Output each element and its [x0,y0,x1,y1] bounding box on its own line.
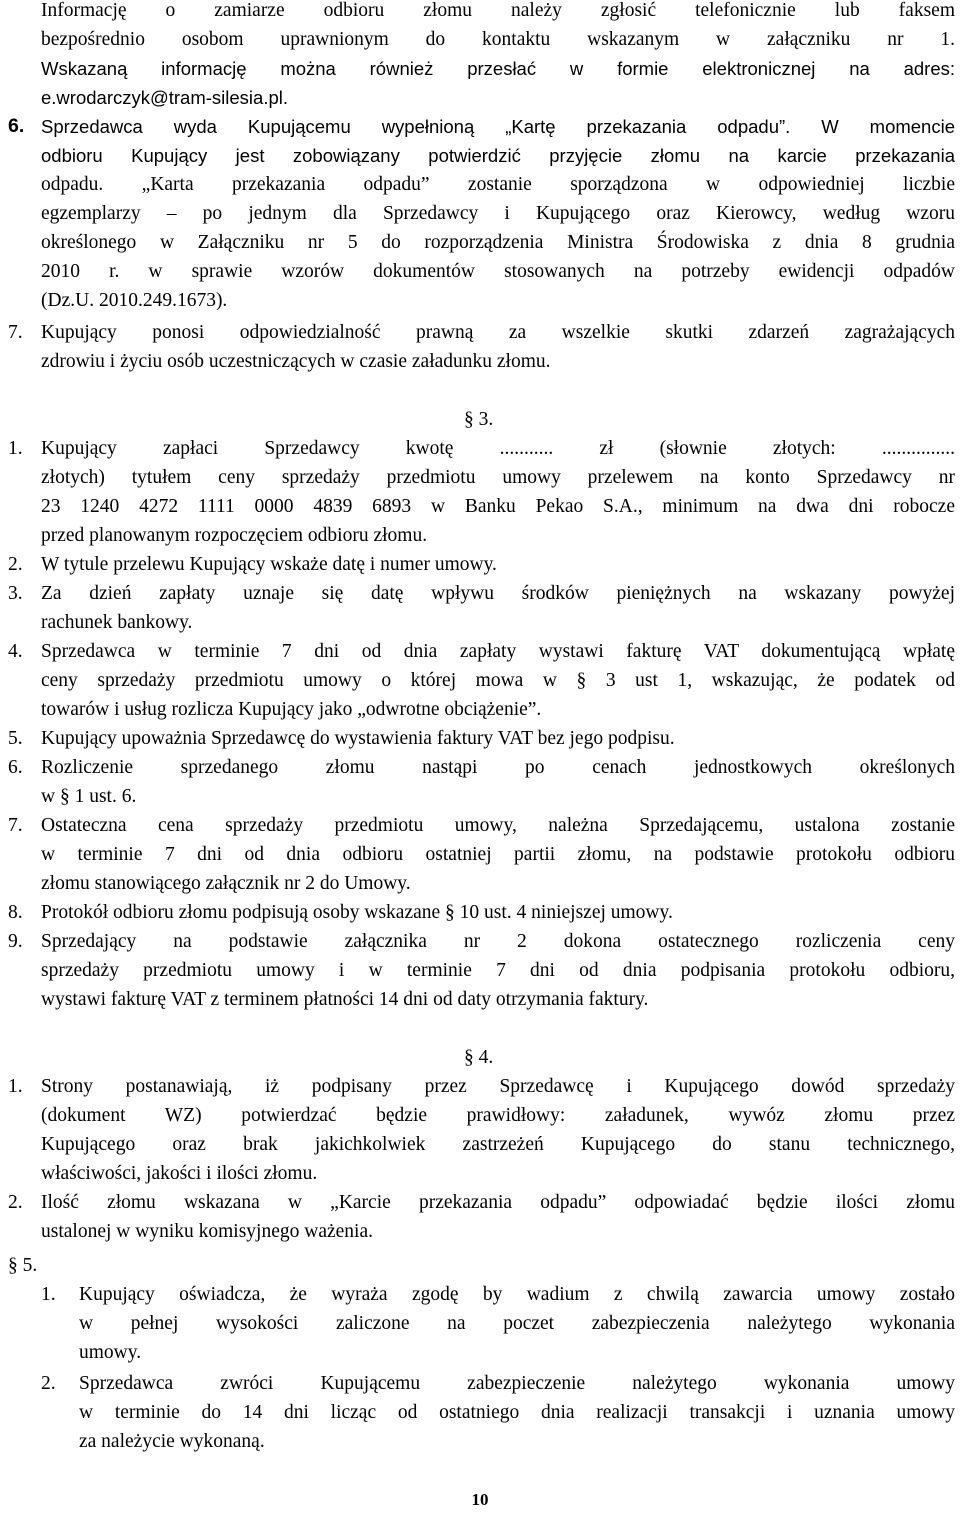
paragraph-line: Sprzedawca w terminie 7 dni od dnia zapłaty wystawi fakturę VAT dokumentującą wpłatę [41,641,955,662]
section-heading: § 3. [464,409,494,430]
paragraph-line: za należycie wykonaną. [79,1431,265,1452]
paragraph-line: rachunek bankowy. [41,612,193,633]
email-address: e.wrodarczyk@tram-silesia.pl. [41,87,289,108]
paragraph-line: Sprzedawca wyda Kupującemu wypełnioną „Kartę przekazania odpadu”. W momencie [41,116,955,137]
list-number: 3. [8,583,23,604]
paragraph-line: przed planowanym rozpoczęciem odbioru złomu. [41,525,428,546]
list-number: 2. [41,1373,56,1394]
paragraph-line: Kupujący upoważnia Sprzedawcę do wystawienia faktury VAT bez jego podpisu. [41,728,675,749]
paragraph-line: Ilość złomu wskazana w „Karcie przekazania odpadu” odpowiadać będzie ilości złomu [41,1192,955,1213]
list-number: 9. [8,931,23,952]
paragraph-line: ustalonej w wyniku komisyjnego ważenia. [41,1221,373,1242]
list-number: 7. [8,815,23,836]
paragraph-line: Sprzedający na podstawie załącznika nr 2 dokona ostatecznego rozliczenia ceny [41,931,955,952]
paragraph-line: (Dz.U. 2010.249.1673). [41,290,228,311]
paragraph-line: Za dzień zapłaty uznaje się datę wpływu środków pieniężnych na wskazany powyżej [41,583,955,604]
paragraph-line: egzemplarzy – po jednym dla Sprzedawcy i Kupującego oraz Kierowcy, według wzoru [41,203,955,224]
section-heading: § 5. [8,1255,38,1276]
section-heading: § 4. [464,1047,494,1068]
paragraph-line: Wskazaną informację można również przesłać w formie elektronicznej na adres: [41,58,955,79]
paragraph-line: 23 1240 4272 1111 0000 4839 6893 w Banku Pekao S.A., minimum na dwa dni robocze [41,496,955,517]
paragraph-line: towarów i usług rozlicza Kupujący jako „odwrotne obciążenie”. [41,699,542,720]
paragraph-line: wystawi fakturę VAT z terminem płatności 14 dni od daty otrzymania faktury. [41,989,649,1010]
list-number: 5. [8,728,23,749]
paragraph-line: Protokół odbioru złomu podpisują osoby wskazane § 10 ust. 4 niniejszej umowy. [41,902,673,923]
list-number: 2. [8,1192,23,1213]
paragraph-line: Kupujący zapłaci Sprzedawcy kwotę ........... zł (słownie złotych: ............... [41,438,955,459]
paragraph-line: Rozliczenie sprzedanego złomu nastąpi po cenach jednostkowych określonych [41,757,955,778]
paragraph-line: w pełnej wysokości zaliczone na poczet zabezpieczenia należytego wykonania [79,1313,955,1334]
paragraph-line: Kupującego oraz brak jakichkolwiek zastrzeżeń Kupującego do stanu technicznego, [41,1134,955,1155]
paragraph-line: bezpośrednio osobom uprawnionym do kontaktu wskazanym w załączniku nr 1. [41,29,955,50]
list-number: 1. [8,438,23,459]
paragraph-line: Kupujący oświadcza, że wyraża zgodę by wadium z chwilą zawarcia umowy zostało [79,1284,955,1305]
paragraph-line: w terminie 7 dni od dnia odbioru ostatniej partii złomu, na podstawie protokołu odbioru [41,844,955,865]
paragraph-line: w § 1 ust. 6. [41,786,137,807]
list-number: 4. [8,641,23,662]
paragraph-line: odbioru Kupujący jest zobowiązany potwierdzić przyjęcie złomu na karcie przekazania [41,145,955,166]
paragraph-line: złotych) tytułem ceny sprzedaży przedmiotu umowy przelewem na konto Sprzedawcy nr [41,467,955,488]
paragraph-line: (dokument WZ) potwierdzać będzie prawidłowy: załadunek, wywóz złomu przez [41,1105,955,1126]
paragraph-line: Sprzedawca zwróci Kupującemu zabezpieczenie należytego wykonania umowy [79,1373,955,1394]
paragraph-line: 2010 r. w sprawie wzorów dokumentów stosowanych na potrzeby ewidencji odpadów [41,261,955,282]
list-number: 6. [8,757,23,778]
list-number: 7. [8,322,23,343]
page-number: 10 [471,1490,489,1509]
paragraph-line: właściwości, jakości i ilości złomu. [41,1163,318,1184]
list-number: 1. [41,1284,56,1305]
list-number: 2. [8,554,23,575]
paragraph-line: umowy. [79,1342,142,1363]
paragraph-line: Ostateczna cena sprzedaży przedmiotu umowy, należna Sprzedającemu, ustalona zostanie [41,815,955,836]
paragraph-line: Strony postanawiają, iż podpisany przez Sprzedawcę i Kupującego dowód sprzedaży [41,1076,955,1097]
paragraph-line: określonego w Załączniku nr 5 do rozporządzenia Ministra Środowiska z dnia 8 grudnia [41,232,955,253]
paragraph-line: Kupujący ponosi odpowiedzialność prawną za wszelkie skutki zdarzeń zagrażających [41,322,955,343]
paragraph-line: złomu stanowiącego załącznik nr 2 do Umowy. [41,873,411,894]
list-number: 8. [8,902,23,923]
paragraph-line: ceny sprzedaży przedmiotu umowy o której mowa w § 3 ust 1, wskazując, że podatek od [41,670,955,691]
paragraph-line: odpadu. „Karta przekazania odpadu” zostanie sporządzona w odpowiedniej liczbie [41,174,955,195]
list-number: 6. [8,115,25,137]
paragraph-line: zdrowiu i życiu osób uczestniczących w czasie załadunku złomu. [41,351,551,372]
list-number: 1. [8,1076,23,1097]
paragraph-line: sprzedaży przedmiotu umowy i w terminie 7 dni od dnia podpisania protokołu odbioru, [41,960,955,981]
paragraph-line: W tytule przelewu Kupujący wskaże datę i numer umowy. [41,554,497,575]
paragraph-line: w terminie do 14 dni licząc od ostatniego dnia realizacji transakcji i uznania umowy [79,1402,955,1423]
paragraph-line: Informację o zamiarze odbioru złomu należy zgłosić telefonicznie lub faksem [41,0,955,21]
